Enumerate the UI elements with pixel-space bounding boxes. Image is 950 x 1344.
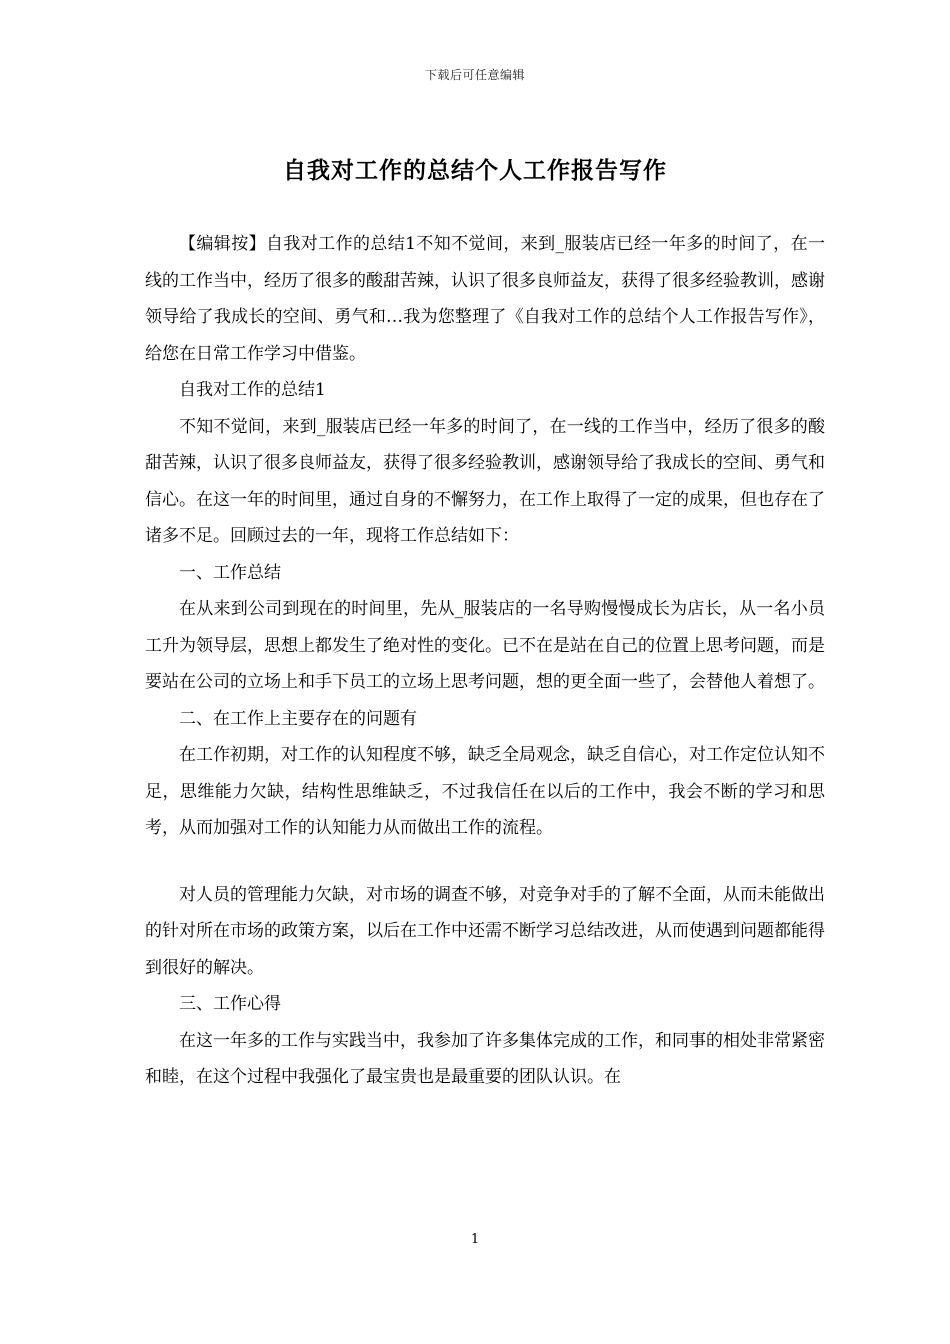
document-body [145,226,825,1096]
body-paragraph: 不知不觉间，来到_服装店已经一年多的时间了，在一线的工作当中，经历了很多的酸甜苦辣，认识了很多良师益友，获得了很多经验教训，感谢领导给了我成长的空间、勇气和信心。在这一年的时间里，通过自身的不懈努力，在工作上取得了一定的成果，但也存在了诸多不足。回顾过去的一年，现将工作总结如下： [145,416,825,546]
header-note: 下载后可任意编辑 [424,68,525,82]
section-heading-problems: 二、在工作上主要存在的问题有 [179,708,417,729]
body-paragraph: 对人员的管理能力欠缺，对市场的调查不够，对竞争对手的了解不全面，从而未能做出的针对所在市场的政策方案，以后在工作中还需不断学习总结改进，从而使遇到问题都能得到很好的解决。 [145,884,825,978]
intro-paragraph: 【编辑按】自我对工作的总结1不知不觉间，来到_服装店已经一年多的时间了，在一线的工作当中，经历了很多的酸甜苦辣，认识了很多良师益友，获得了很多经验教训，感谢领导给了我成长的空间、勇气和…我为您整理了《自我对工作的总结个人工作报告写作》，给您在日常工作学习中借鉴。 [145,234,825,364]
document-title: 自我对工作的总结个人工作报告写作 [283,157,667,184]
section-heading-work-summary: 一、工作总结 [179,562,281,583]
body-paragraph: 在这一年多的工作与实践当中，我参加了许多集体完成的工作，和同事的相处非常紧密和睦，在这个过程中我强化了最宝贵也是最重要的团队认识。在 [145,1030,825,1087]
section-heading-experience: 三、工作心得 [179,994,281,1014]
section-heading-summary-1: 自我对工作的总结1 [179,380,326,400]
body-paragraph: 在从来到公司到现在的时间里，先从_服装店的一名导购慢慢成长为店长，从一名小员工升为领导层，思想上都发生了绝对性的变化。已不在是站在自己的位置上思考问题，而是要站在公司的立场上和手下员工的立场上思考问题，想的更全面一些了，会替他人着想了。 [145,599,825,692]
page-number: 1 [470,1232,480,1247]
body-paragraph: 在工作初期，对工作的认知程度不够，缺乏全局观念，缺乏自信心，对工作定位认知不足，思维能力欠缺，结构性思维缺乏，不过我信任在以后的工作中，我会不断的学习和思考，从而加强对工作的认知能力从而做出工作的流程。 [145,745,825,838]
